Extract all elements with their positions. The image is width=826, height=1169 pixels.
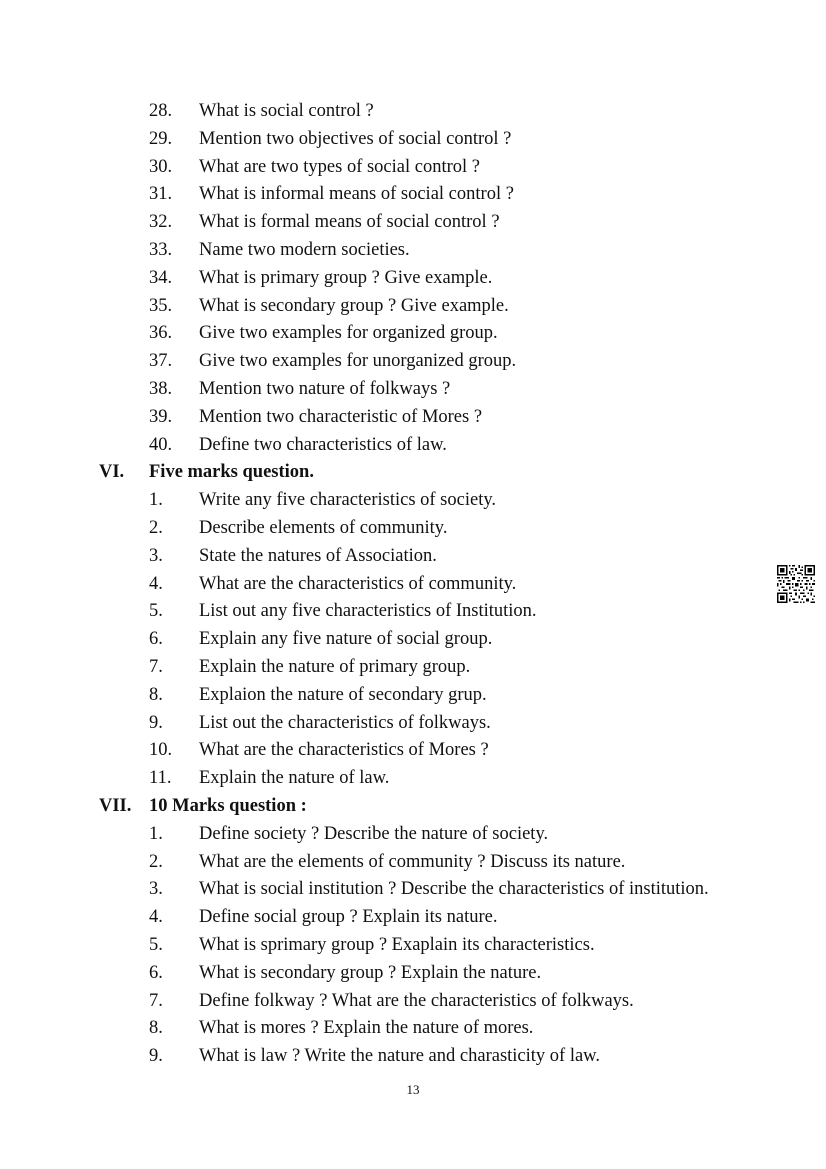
question-item (0, 376, 826, 404)
question-number: 11. (149, 768, 172, 789)
question-text: Give two examples for organized group. (199, 323, 498, 344)
question-number: 6. (149, 962, 163, 983)
question-list (0, 98, 826, 1071)
question-number: 7. (149, 990, 163, 1011)
question-text: Define folkway ? What are the characteristics of folkways. (199, 990, 634, 1011)
question-item (0, 876, 826, 904)
question-number: 10. (149, 740, 173, 761)
question-item (0, 487, 826, 515)
qr-code-icon (777, 565, 815, 603)
question-item (0, 320, 826, 348)
question-number: 4. (149, 907, 163, 928)
section-numeral: VII. (99, 795, 132, 816)
question-text: Mention two nature of folkways ? (199, 378, 451, 399)
question-item (0, 626, 826, 654)
question-text: What is primary group ? Give example. (199, 267, 493, 288)
question-text: What is social control ? (199, 101, 374, 121)
question-item (0, 154, 826, 182)
question-text: What are the elements of community ? Discuss its nature. (199, 851, 626, 872)
question-text: What is mores ? Explain the nature of mores. (199, 1018, 534, 1039)
question-number: 30. (149, 156, 173, 177)
question-text: Mention two objectives of social control ? (199, 128, 512, 149)
question-item (0, 737, 826, 765)
question-number: 32. (149, 212, 173, 233)
question-item (0, 932, 826, 960)
question-item (0, 654, 826, 682)
question-number: 3. (149, 545, 163, 566)
question-number: 8. (149, 1018, 163, 1039)
question-number: 29. (149, 128, 173, 149)
question-text: What are the characteristics of Mores ? (199, 740, 489, 761)
question-number: 6. (149, 629, 163, 650)
question-text: Mention two characteristic of Mores ? (199, 406, 483, 427)
question-number: 1. (149, 490, 163, 511)
question-item (0, 237, 826, 265)
question-number: 2. (149, 517, 163, 538)
question-item (0, 960, 826, 988)
question-item (0, 404, 826, 432)
question-item (0, 1043, 826, 1071)
question-number: 35. (149, 295, 173, 316)
question-item (0, 765, 826, 793)
question-text: Name two modern societies. (199, 239, 410, 260)
question-text: Explain any five nature of social group. (199, 629, 493, 650)
question-number: 40. (149, 434, 173, 455)
question-item (0, 181, 826, 209)
question-text: Explain the nature of law. (199, 768, 390, 789)
question-number: 33. (149, 239, 173, 260)
question-item (0, 821, 826, 849)
section-heading-vii (0, 793, 826, 821)
question-item (0, 126, 826, 154)
question-number: 5. (149, 934, 163, 955)
question-item (0, 988, 826, 1016)
question-number: 5. (149, 601, 163, 622)
question-number: 1. (149, 823, 163, 844)
question-number: 31. (149, 184, 173, 205)
question-number: 39. (149, 406, 173, 427)
question-item (0, 209, 826, 237)
question-number: 8. (149, 684, 163, 705)
question-item (0, 293, 826, 321)
question-item (0, 543, 826, 571)
question-text: What is sprimary group ? Exaplain its characteristics. (199, 934, 595, 955)
question-text: Define social group ? Explain its nature. (199, 907, 498, 928)
question-text: Explaion the nature of secondary grup. (199, 684, 487, 705)
question-number: 9. (149, 712, 163, 733)
question-text: Define two characteristics of law. (199, 434, 447, 455)
question-number: 28. (149, 101, 173, 121)
question-text: What is law ? Write the nature and charasticity of law. (199, 1046, 600, 1067)
question-number: 7. (149, 656, 163, 677)
question-item (0, 1015, 826, 1043)
question-text: What is social institution ? Describe the characteristics of institution. (199, 879, 709, 900)
question-item (0, 432, 826, 460)
page-number: 13 (406, 1082, 420, 1097)
question-text: State the natures of Association. (199, 545, 437, 566)
question-text: What are two types of social control ? (199, 156, 480, 177)
question-text: What is secondary group ? Give example. (199, 295, 509, 316)
question-text: What is formal means of social control ? (199, 212, 500, 233)
question-item (0, 710, 826, 738)
question-item (0, 265, 826, 293)
question-text: Explain the nature of primary group. (199, 656, 471, 677)
question-text: Define society ? Describe the nature of society. (199, 823, 549, 844)
question-number: 37. (149, 351, 173, 372)
section-title: Five marks question. (149, 462, 314, 483)
question-number: 2. (149, 851, 163, 872)
question-text: List out the characteristics of folkways. (199, 712, 491, 733)
section-numeral: VI. (99, 462, 125, 483)
question-number: 38. (149, 378, 173, 399)
question-item (0, 571, 826, 599)
question-text: What is secondary group ? Explain the nature. (199, 962, 542, 983)
question-item (0, 515, 826, 543)
question-number: 36. (149, 323, 173, 344)
question-text: Give two examples for unorganized group. (199, 351, 517, 372)
question-text: Describe elements of community. (199, 517, 448, 538)
question-item (0, 348, 826, 376)
question-number: 3. (149, 879, 163, 900)
question-item (0, 849, 826, 877)
question-item (0, 682, 826, 710)
question-text: Write any five characteristics of society. (199, 490, 497, 511)
question-number: 4. (149, 573, 163, 594)
question-text: List out any five characteristics of Institution. (199, 601, 537, 622)
question-number: 9. (149, 1046, 163, 1067)
question-item (0, 904, 826, 932)
question-text: What is informal means of social control ? (199, 184, 514, 205)
question-text: What are the characteristics of community. (199, 573, 517, 594)
question-number: 34. (149, 267, 173, 288)
section-heading-vi (0, 459, 826, 487)
section-title: 10 Marks question : (149, 795, 307, 816)
question-item (0, 98, 826, 126)
question-item (0, 598, 826, 626)
